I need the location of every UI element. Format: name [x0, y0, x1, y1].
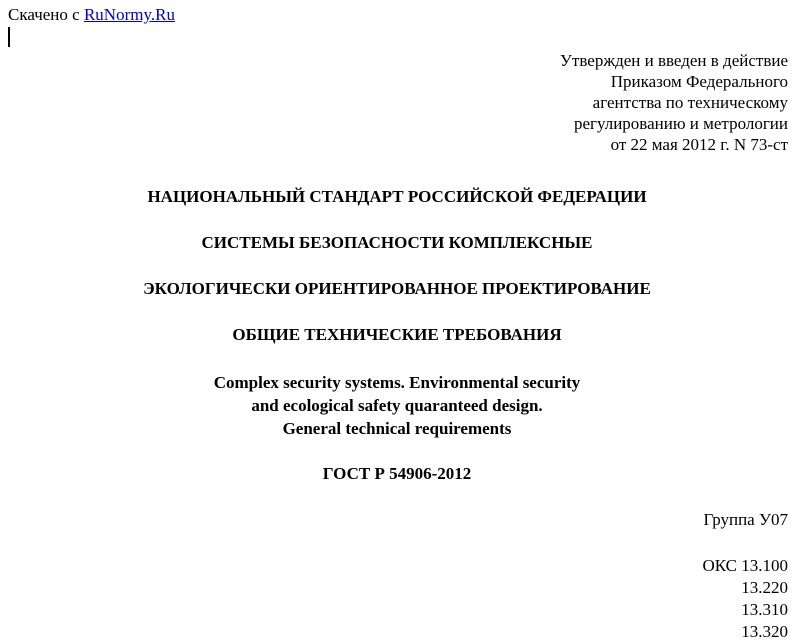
title-line-1: СИСТЕМЫ БЕЗОПАСНОСТИ КОМПЛЕКСНЫЕ [201, 233, 593, 252]
title-line-2: ЭКОЛОГИЧЕСКИ ОРИЕНТИРОВАННОЕ ПРОЕКТИРОВАНИЕ [143, 279, 651, 298]
downloaded-from-line [8, 5, 175, 25]
oks-label: ОКС [702, 556, 737, 575]
oks-code: 13.310 [741, 600, 788, 619]
oks-code-line [702, 555, 788, 577]
classification-group: Группа У07 [703, 510, 788, 529]
english-title-line: General technical requirements [282, 419, 512, 438]
approval-line: агентства по техническому [592, 93, 788, 112]
english-title-line: Complex security systems. Environmental security [213, 373, 581, 392]
approval-line: от 22 мая 2012 г. N 73-ст [610, 135, 788, 154]
english-title [0, 371, 794, 440]
title-line-3: ОБЩИЕ ТЕХНИЧЕСКИЕ ТРЕБОВАНИЯ [232, 325, 562, 344]
english-title-line: and ecological safety quaranteed design. [251, 396, 543, 415]
standard-type-heading: НАЦИОНАЛЬНЫЙ СТАНДАРТ РОССИЙСКОЙ ФЕДЕРАЦИИ [147, 187, 647, 206]
downloaded-prefix: Скачено с [8, 5, 80, 24]
approval-line: Утвержден и введен в действие [559, 51, 788, 70]
standard-designation: ГОСТ Р 54906-2012 [322, 464, 472, 483]
oks-codes [702, 555, 788, 643]
oks-code: 13.100 [741, 556, 788, 575]
approval-line: Приказом Федерального [610, 72, 788, 91]
approval-block [560, 50, 788, 155]
oks-code: 13.320 [741, 622, 788, 641]
approval-line: регулированию и метрологии [573, 114, 788, 133]
oks-code: 13.220 [741, 578, 788, 597]
source-link[interactable]: RuNormy.Ru [83, 5, 175, 24]
text-cursor [8, 27, 10, 47]
